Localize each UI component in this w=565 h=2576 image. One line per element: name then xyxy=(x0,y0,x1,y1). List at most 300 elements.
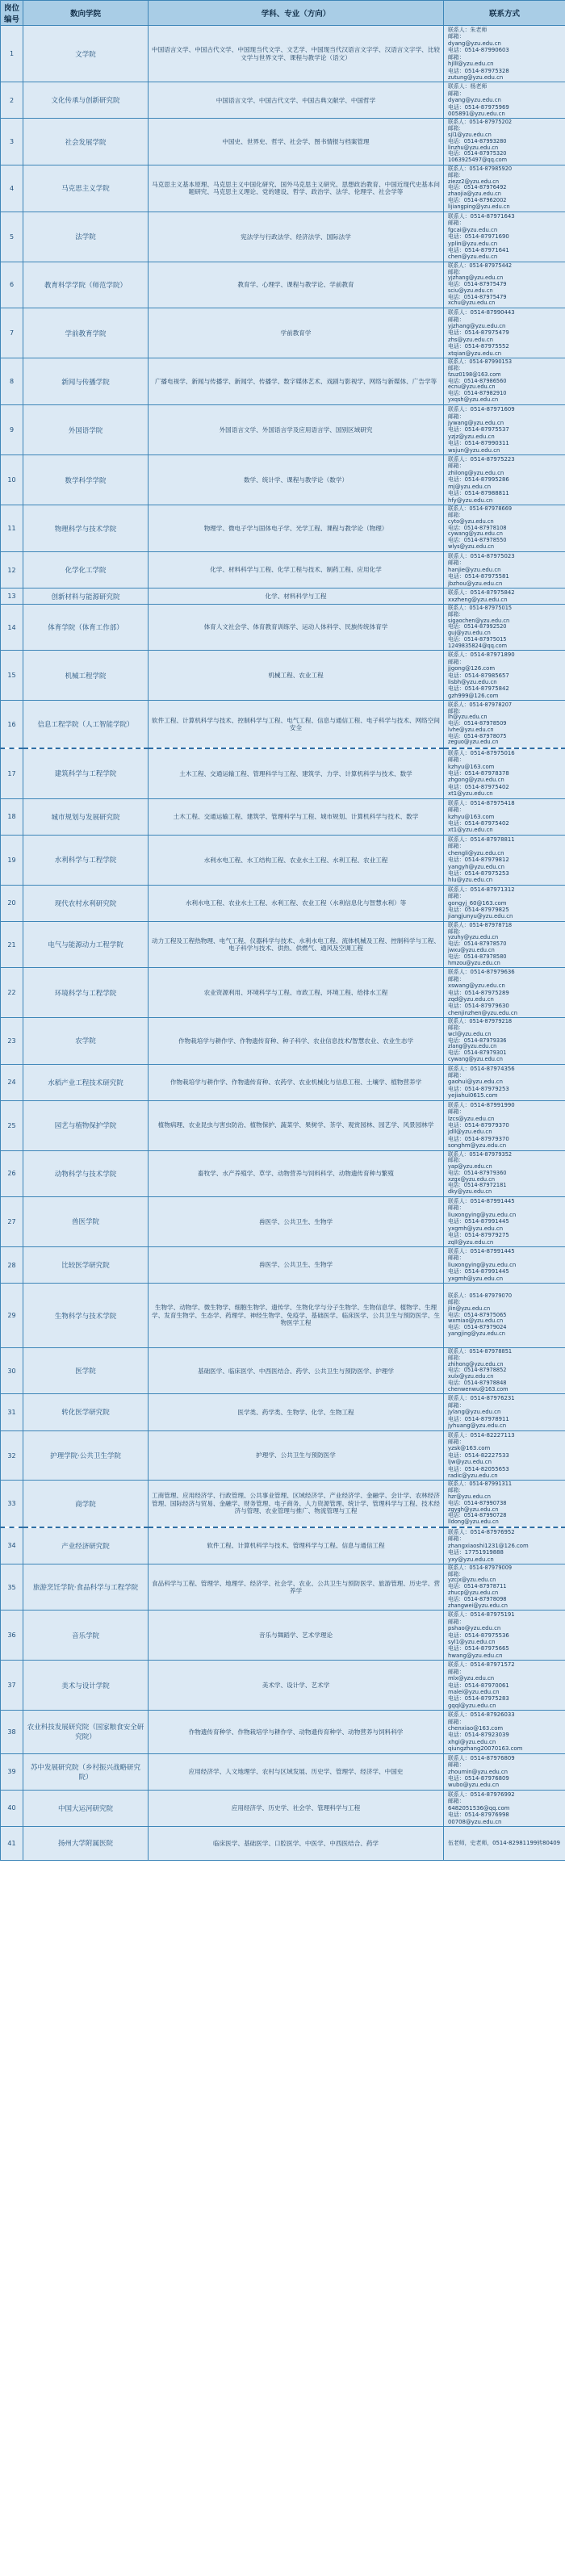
email-link[interactable]: yjzhang@yzu.edu.cn xyxy=(448,274,504,282)
email-link[interactable]: yjzhang@yzu.edu.cn xyxy=(448,323,506,329)
email-link[interactable]: kzhyu@163.com xyxy=(448,763,495,770)
subjects-cell: 作物栽培学与耕作学、作物遗传育种、农药学、农业机械化与信息工程、土壤学、植物营养学 xyxy=(149,1064,444,1100)
row-number: 19 xyxy=(1,835,23,885)
email-link[interactable]: yzcjx@yzu.edu.cn xyxy=(448,1577,496,1584)
email-link[interactable]: dky@yzu.edu.cn xyxy=(448,1188,492,1196)
email-link[interactable]: chenwenwu@163.com xyxy=(448,1385,508,1393)
table-row xyxy=(1,212,565,262)
college-name: 水稻产业工程技术研究院 xyxy=(23,1064,149,1100)
row-number: 18 xyxy=(1,798,23,835)
email-link[interactable]: cyto@yzu.edu.cn xyxy=(448,517,494,525)
contact-line: 联系人：0514-87978207 xyxy=(448,701,513,708)
row-number: 39 xyxy=(1,1753,23,1790)
row-number: 2 xyxy=(1,82,23,119)
subjects-cell: 畜牧学、水产养殖学、草学、动物营养与饲料科学、动物遗传育种与繁殖 xyxy=(149,1150,444,1196)
email-link[interactable]: cywang@yzu.edu.cn xyxy=(448,530,503,538)
contact-line: 电话：0514-87979253 xyxy=(448,1085,509,1092)
college-name: 电气与能源动力工程学院 xyxy=(23,921,149,967)
contact-line: 联系人：0514-87978811 xyxy=(448,836,515,843)
contact-line: 电话：0514-87975581 xyxy=(448,573,509,580)
table-row xyxy=(1,1064,565,1100)
contact-cell xyxy=(444,1711,565,1754)
college-name: 转化医学研究院 xyxy=(23,1394,149,1430)
contact-line: 电话：0514-87978378 xyxy=(448,770,509,777)
subjects-cell: 马克思主义基本原理、马克思主义中国化研究、国外马克思主义研究、思想政治教育、中国近现代史基本问题研究、马克思主义理论、党的建设、哲学、政治学、法学、伦理学、社会学等 xyxy=(149,165,444,212)
email-link[interactable]: zhihong@yzu.edu.cn xyxy=(448,1360,504,1368)
email-link[interactable]: xt1@yzu.edu.cn xyxy=(448,827,493,834)
email-link[interactable]: sigaochen@yzu.edu.cn xyxy=(448,617,510,624)
contact-cell xyxy=(444,1100,565,1150)
email-link[interactable]: gqql@yzu.edu.cn xyxy=(448,1702,496,1709)
email-link[interactable]: yxgmh@yzu.edu.cn xyxy=(448,1225,504,1232)
subjects-cell: 基础医学、临床医学、中西医结合、药学、公共卫生与预防医学、护理学 xyxy=(149,1348,444,1394)
contact-line: 联系人：0514-87975202 xyxy=(448,119,513,126)
email-link[interactable]: jywang@yzu.edu.cn xyxy=(448,419,504,426)
table-row xyxy=(1,1394,565,1430)
email-link[interactable]: hanjie@yzu.edu.cn xyxy=(448,566,501,573)
contact-cell xyxy=(444,1284,565,1348)
contact-line: 电话：0514-82227533 xyxy=(448,1451,509,1459)
row-number: 13 xyxy=(1,589,23,605)
email-link[interactable]: dyang@yzu.edu.cn xyxy=(448,97,501,104)
contact-line: 电话：0514-87978570 xyxy=(448,940,507,948)
email-link[interactable]: yzsk@163.com xyxy=(448,1445,491,1452)
email-link[interactable]: sjl1@yzu.edu.cn xyxy=(448,132,492,139)
email-link[interactable]: xt1@yzu.edu.cn xyxy=(448,790,493,798)
email-link[interactable]: jbzhou@yzu.edu.cn xyxy=(448,580,503,587)
row-number: 25 xyxy=(1,1100,23,1150)
email-link[interactable]: hjlll@yzu.edu.cn xyxy=(448,61,494,68)
email-link[interactable]: 1063925497@qq.com xyxy=(448,157,508,164)
contact-cell xyxy=(444,1150,565,1196)
contact-cell xyxy=(444,835,565,885)
email-link[interactable]: lzcs@yzu.edu.cn xyxy=(448,1115,495,1122)
contact-cell xyxy=(444,1527,565,1564)
college-name: 美术与设计学院 xyxy=(23,1661,149,1711)
contact-line: 联系人：0514-87976992 xyxy=(448,1791,515,1798)
row-number: 15 xyxy=(1,651,23,701)
row-number: 30 xyxy=(1,1348,23,1394)
contact-line: 邮箱： xyxy=(448,90,465,97)
row-number: 23 xyxy=(1,1018,23,1064)
row-number: 1 xyxy=(1,26,23,82)
email-link[interactable]: hwang@yzu.edu.cn xyxy=(448,1652,503,1659)
email-link[interactable]: mj@yzu.edu.cn xyxy=(448,483,492,490)
email-link[interactable]: yxy@yzu.edu.cn xyxy=(448,1556,494,1563)
contact-line: 联系人：0514-87991311 xyxy=(448,1481,513,1488)
email-link[interactable]: zhangxiaoshi1231@126.com xyxy=(448,1542,529,1549)
contact-cell xyxy=(444,308,565,358)
email-link[interactable]: syl1@yzu.edu.cn xyxy=(448,1639,496,1645)
email-link[interactable]: liuxongying@yzu.edu.cn xyxy=(448,1211,517,1218)
table-row xyxy=(1,1150,565,1196)
college-name: 生物科学与技术学院 xyxy=(23,1284,149,1348)
contact-cell xyxy=(444,589,565,605)
email-link[interactable]: xhgi@yzu.edu.cn xyxy=(448,1738,496,1745)
email-link[interactable]: zgygh@yzu.edu.cn xyxy=(448,1506,499,1513)
email-link[interactable]: songhm@yzu.edu.cn xyxy=(448,1142,507,1150)
email-link[interactable]: hmzou@yzu.edu.cn xyxy=(448,959,500,966)
email-link[interactable]: zhangwei@yzu.edu.cn xyxy=(448,1602,508,1609)
contact-line: 联系人：0514-87978718 xyxy=(448,921,513,928)
contact-line: 电话：0514-87970061 xyxy=(448,1682,509,1689)
contact-line: 邮箱： xyxy=(448,610,464,618)
row-number: 4 xyxy=(1,165,23,212)
email-link[interactable]: chenxiao@163.com xyxy=(448,1725,504,1732)
email-link[interactable]: lvhe@yzu.edu.cn xyxy=(448,726,494,733)
contact-line: 邮箱： xyxy=(448,1761,465,1769)
email-link[interactable]: wxmiao@yzu.edu.cn xyxy=(448,1317,504,1325)
contact-line: 电话：0514-87979336 xyxy=(448,1037,507,1044)
contact-cell xyxy=(444,921,565,967)
college-name: 新闻与传播学院 xyxy=(23,358,149,405)
email-link[interactable]: jyhuang@yzu.edu.cn xyxy=(448,1422,507,1430)
email-link[interactable]: fzuz0198@163.com xyxy=(448,371,501,378)
email-link[interactable]: jjgong@126.com xyxy=(448,665,496,672)
contact-line: 邮箱： xyxy=(448,413,465,420)
email-link[interactable]: yangjing@yzu.edu.cn xyxy=(448,1330,505,1337)
subjects-cell: 应用经济学、历史学、社会学、管理科学与工程 xyxy=(149,1790,444,1826)
row-number: 32 xyxy=(1,1430,23,1481)
email-link[interactable]: fgcai@yzu.edu.cn xyxy=(448,226,498,233)
contact-line: 电话：0514-87978509 xyxy=(448,720,507,727)
email-link[interactable]: liuxongying@yzu.edu.cn xyxy=(448,1261,517,1268)
email-link[interactable]: jdll@yzu.edu.cn xyxy=(448,1129,492,1136)
email-link[interactable]: radic@yzu.edu.cn xyxy=(448,1472,498,1480)
row-number: 10 xyxy=(1,455,23,505)
contact-line: 邮箱： xyxy=(448,365,464,372)
email-link[interactable]: 005891@yzu.edu.cn xyxy=(448,111,505,118)
table-row xyxy=(1,26,565,82)
email-link[interactable]: zhaojia@yzu.edu.cn xyxy=(448,191,501,198)
row-number: 37 xyxy=(1,1661,23,1711)
contact-cell xyxy=(444,26,565,82)
contact-line: 电话：0514-87978711 xyxy=(448,1583,507,1590)
contact-cell xyxy=(444,968,565,1018)
contact-line: 邮箱： xyxy=(448,463,465,470)
email-link[interactable]: ziezz2@yzu.edu.cn xyxy=(448,178,500,185)
email-link[interactable]: jwxu@yzu.edu.cn xyxy=(448,946,495,953)
email-link[interactable]: sciu@yzu.edu.cn xyxy=(448,287,493,294)
email-link[interactable]: zutung@yzu.edu.cn xyxy=(448,73,504,81)
row-number: 17 xyxy=(1,748,23,798)
subjects-cell: 土木工程、交通运输工程、建筑学、管理科学与工程、城市规划、计算机科学与技术、数学 xyxy=(149,798,444,835)
header-num: 岗位编号 xyxy=(1,1,23,26)
row-number: 6 xyxy=(1,262,23,308)
email-link[interactable]: lh@yzu.edu.cn xyxy=(448,714,488,721)
contact-cell xyxy=(444,1826,565,1860)
contact-line: 电话：0514-87975479 xyxy=(448,293,507,300)
contact-line: 电话：0514-87979812 xyxy=(448,857,509,864)
email-link[interactable]: xulx@yzu.edu.cn xyxy=(448,1373,494,1380)
contact-cell xyxy=(444,1246,565,1283)
contact-line: 邮箱： xyxy=(448,1254,465,1262)
table-row xyxy=(1,1100,565,1150)
contact-cell xyxy=(444,1753,565,1790)
contact-line: 电话：0514-87979630 xyxy=(448,1003,509,1010)
contact-line: 联系人：0514-87975191 xyxy=(448,1611,515,1619)
college-name: 比较医学研究院 xyxy=(23,1246,149,1283)
contact-line: 电话：0514-87978852 xyxy=(448,1367,507,1374)
email-link[interactable]: lijiangping@yzu.edu.cn xyxy=(448,203,510,210)
row-number: 16 xyxy=(1,701,23,748)
contact-line: 电话：0514-87975283 xyxy=(448,1695,509,1703)
college-name: 学前教育学院 xyxy=(23,308,149,358)
contact-line: 电话：0514-87979360 xyxy=(448,1169,507,1176)
college-name: 物理科学与技术学院 xyxy=(23,505,149,552)
email-link[interactable]: zlang@yzu.edu.cn xyxy=(448,1043,497,1050)
email-link[interactable]: zhoumin@yzu.edu.cn xyxy=(448,1768,508,1775)
subjects-cell: 软件工程、计算机科学与技术、管理科学与工程、信息与通信工程 xyxy=(149,1527,444,1564)
contact-line: 邮箱： xyxy=(448,893,465,900)
table-row xyxy=(1,82,565,119)
email-link[interactable]: xtqian@yzu.edu.cn xyxy=(448,350,502,357)
email-link[interactable]: jiangjunyu@yzu.edu.cn xyxy=(448,913,513,920)
email-link[interactable]: gaohui@yzu.edu.cn xyxy=(448,1079,503,1086)
email-link[interactable]: xxzheng@yzu.edu.cn xyxy=(448,596,508,603)
email-link[interactable]: mlx@yzu.edu.cn xyxy=(448,1675,495,1682)
contact-line: 邮箱： xyxy=(448,756,465,764)
contact-cell xyxy=(444,165,565,212)
college-name: 社会发展学院 xyxy=(23,119,149,165)
contact-cell xyxy=(444,1564,565,1610)
row-number: 40 xyxy=(1,1790,23,1826)
email-link[interactable]: wubo@yzu.edu.cn xyxy=(448,1782,500,1789)
email-link[interactable]: zeguo@yzu.edu.cn xyxy=(448,739,499,746)
contact-cell xyxy=(444,1018,565,1064)
contact-line: 邮箱： xyxy=(448,1108,465,1116)
contact-line: 联系人：0514-87990443 xyxy=(448,309,515,316)
row-number: 11 xyxy=(1,505,23,552)
row-number: 33 xyxy=(1,1481,23,1527)
subjects-cell: 体育人文社会学、体育教育训练学、运动人体科学、民族传统体育学 xyxy=(149,604,444,650)
contact-line: 电话：0514-87978098 xyxy=(448,1595,507,1602)
college-name: 体育学院（体育工作部） xyxy=(23,604,149,650)
header-contact: 联系方式 xyxy=(444,1,565,26)
email-link[interactable]: zhucp@yzu.edu.cn xyxy=(448,1590,499,1597)
contact-line: 电话：0514-87975969 xyxy=(448,103,509,111)
email-link[interactable]: hfy@yzu.edu.cn xyxy=(448,496,493,504)
email-link[interactable]: wcl@yzu.edu.cn xyxy=(448,1030,492,1037)
contact-line: 邮箱： xyxy=(448,1535,465,1543)
contact-line: 联系人：0514-87979070 xyxy=(448,1292,513,1300)
contact-line: 邮箱： xyxy=(448,1072,465,1079)
email-link[interactable]: 6482051536@qq.com xyxy=(448,1804,510,1812)
contact-line: 电话：0514-87979370 xyxy=(448,1121,509,1129)
contact-line: 邮箱： xyxy=(448,1204,465,1212)
table-row xyxy=(1,552,565,589)
email-link[interactable]: zhs@yzu.edu.cn xyxy=(448,336,494,343)
subjects-cell: 护理学、公共卫生与预防医学 xyxy=(149,1430,444,1481)
contact-line: 邮箱： xyxy=(448,806,465,814)
table-row xyxy=(1,651,565,701)
email-link[interactable]: lisbh@yzu.edu.cn xyxy=(448,679,497,686)
subjects-cell: 学前教育学 xyxy=(149,308,444,358)
contact-cell xyxy=(444,1611,565,1661)
email-link[interactable]: yap@yzu.edu.cn xyxy=(448,1163,492,1171)
subjects-cell: 教育学、心理学、课程与教学论、学前教育 xyxy=(149,262,444,308)
subjects-cell: 医学类、药学类、生物学、化学、生物工程 xyxy=(149,1394,444,1430)
table-row xyxy=(1,968,565,1018)
subjects-cell: 兽医学、公共卫生、生物学 xyxy=(149,1246,444,1283)
contact-line: 联系人：0514-87991990 xyxy=(448,1101,515,1108)
contact-cell xyxy=(444,262,565,308)
contact-line: 邮箱： xyxy=(448,1157,464,1164)
email-link[interactable]: yplin@yzu.edu.cn xyxy=(448,240,498,247)
email-link[interactable]: hzr@yzu.edu.cn xyxy=(448,1493,491,1501)
email-link[interactable]: chen@yzu.edu.cn xyxy=(448,253,498,261)
college-name: 园艺与植物保护学院 xyxy=(23,1100,149,1150)
email-link[interactable]: xchu@yzu.edu.cn xyxy=(448,299,496,307)
contact-line: 联系人：0514-87975223 xyxy=(448,456,515,463)
subjects-cell: 水利水电工程、水工结构工程、农业水土工程、水利工程、农业工程 xyxy=(149,835,444,885)
header-row xyxy=(1,1,565,26)
contact-line: 联系人：0514-82227113 xyxy=(448,1431,515,1439)
email-link[interactable]: lldong@yzu.edu.cn xyxy=(448,1518,499,1526)
email-link[interactable]: zhgong@yzu.edu.cn xyxy=(448,777,504,784)
subjects-cell: 宪法学与行政法学、经济法学、国际法学 xyxy=(149,212,444,262)
contact-line: 电话：0514-87975665 xyxy=(448,1645,509,1652)
email-link[interactable]: linzhu@yzu.edu.cn xyxy=(448,144,499,151)
email-link[interactable]: xzgx@yzu.edu.cn xyxy=(448,1175,496,1183)
email-link[interactable]: cywang@yzu.edu.cn xyxy=(448,1055,503,1062)
row-number: 41 xyxy=(1,1826,23,1860)
contact-cell xyxy=(444,748,565,798)
email-link[interactable]: zqd@yzu.edu.cn xyxy=(448,995,494,1003)
contact-line: 邮箱： xyxy=(448,928,464,935)
contact-line: 邮箱： xyxy=(448,53,465,61)
email-link[interactable]: gzh999@126.com xyxy=(448,692,499,699)
email-link[interactable]: kzhyu@163.com xyxy=(448,813,495,820)
contact-line: 电话：0514-87982910 xyxy=(448,390,507,397)
table-row xyxy=(1,1661,565,1711)
row-number: 5 xyxy=(1,212,23,262)
email-link[interactable]: zqll@yzu.edu.cn xyxy=(448,1238,494,1246)
subjects-cell: 工商管理、应用经济学、行政管理、公共事业管理、区域经济学、产业经济学、金融学、会计学、农林经济管理、国际经济与贸易、金融学、财务管理、电子商务、人力资源管理、统计学、管理科学与工程、技术经济与管理、农业管理与推广、物流管理与工程 xyxy=(149,1481,444,1527)
contact-line: 邮箱： xyxy=(448,658,465,665)
contact-line: 电话：0514-87972181 xyxy=(448,1182,507,1189)
row-number: 36 xyxy=(1,1611,23,1661)
contact-line: 联系人：0514-87978669 xyxy=(448,505,513,513)
contact-line: 电话：0514-87962002 xyxy=(448,196,507,203)
table-row xyxy=(1,1711,565,1754)
table-row xyxy=(1,798,565,835)
college-name: 教育科学学院（师范学院） xyxy=(23,262,149,308)
email-link[interactable]: yzjz@yzu.edu.cn xyxy=(448,433,495,440)
college-name: 商学院 xyxy=(23,1481,149,1527)
row-number: 9 xyxy=(1,405,23,455)
table-row xyxy=(1,1197,565,1247)
email-link[interactable]: ljw@yzu.edu.cn xyxy=(448,1459,492,1466)
email-link[interactable]: jylang@yzu.edu.cn xyxy=(448,1409,501,1416)
table-row xyxy=(1,1527,565,1564)
email-link[interactable]: 00708@yzu.edu.cn xyxy=(448,1818,502,1825)
subjects-cell: 农业资源利用、环境科学与工程、市政工程、环境工程、给排水工程 xyxy=(149,968,444,1018)
table-row xyxy=(1,1284,565,1348)
contact-cell xyxy=(444,1790,565,1826)
contact-cell xyxy=(444,358,565,405)
email-link[interactable]: ecnu@yzu.edu.cn xyxy=(448,383,496,391)
contact-line: 邮箱： xyxy=(448,1570,464,1577)
contact-line: 电话：0514-87979275 xyxy=(448,1232,509,1239)
email-link[interactable]: malei@yzu.edu.cn xyxy=(448,1688,500,1695)
email-link[interactable]: jlin@yzu.edu.cn xyxy=(448,1305,491,1312)
contact-cell xyxy=(444,212,565,262)
subjects-cell: 广播电视学、新闻与传播学、新闻学、传播学、数字媒体艺术、戏剧与影视学、网络与新媒体、广告学等 xyxy=(149,358,444,405)
email-link[interactable]: dyang@yzu.edu.cn xyxy=(448,40,501,47)
email-link[interactable]: xswang@yzu.edu.cn xyxy=(448,982,505,990)
contact-line: 邮箱： xyxy=(448,1299,464,1306)
table-row xyxy=(1,119,565,165)
contact-line: 电话：0514-87975328 xyxy=(448,67,509,74)
college-name: 中国大运河研究院 xyxy=(23,1790,149,1826)
email-link[interactable]: chengli@yzu.edu.cn xyxy=(448,849,504,857)
row-number: 27 xyxy=(1,1197,23,1247)
contact-line: 电话：0514-87986560 xyxy=(448,377,507,384)
contact-line: 联系人：0514-87976231 xyxy=(448,1395,515,1402)
contact-line: 联系人：0514-87979636 xyxy=(448,969,515,976)
contact-cell xyxy=(444,505,565,552)
contact-cell xyxy=(444,1197,565,1247)
contact-line: 电话：0514-87975536 xyxy=(448,1631,509,1639)
row-number: 12 xyxy=(1,552,23,589)
subjects-cell: 植物病理、农业昆虫与害虫防治、植物保护、蔬菜学、果树学、茶学、观赏园林、园艺学、风景园林学 xyxy=(149,1100,444,1150)
contact-cell xyxy=(444,1064,565,1100)
subjects-cell: 物理学、微电子学与固体电子学、光学工程、课程与教学论（物理） xyxy=(149,505,444,552)
email-link[interactable]: chenjinzhen@yzu.edu.cn xyxy=(448,1009,518,1016)
contact-cell xyxy=(444,604,565,650)
table-row xyxy=(1,1430,565,1481)
contact-line: 电话：0514-87991445 xyxy=(448,1218,509,1225)
email-link[interactable]: wlys@yzu.edu.cn xyxy=(448,542,495,550)
email-link[interactable]: yangyh@yzu.edu.cn xyxy=(448,863,504,870)
college-name: 机械工程学院 xyxy=(23,651,149,701)
subjects-cell: 动力工程及工程热物理、电气工程、仪器科学与技术、水利水电工程、流体机械及工程、控制科学与工程、电子科学与技术、供热、供燃气、通风及空调工程 xyxy=(149,921,444,967)
contact-line: 电话：0514-87975402 xyxy=(448,820,509,827)
contact-line: 邮箱： xyxy=(448,33,465,40)
contact-line: 联系人：0514-87979352 xyxy=(448,1150,513,1158)
email-link[interactable]: wsjun@yzu.edu.cn xyxy=(448,446,500,454)
contact-line: 邮箱： xyxy=(448,1718,465,1725)
email-link[interactable]: hlu@yzu.edu.cn xyxy=(448,877,493,884)
contact-line: 电话：0514-87975537 xyxy=(448,426,509,434)
contact-line: 电话：0514-87978848 xyxy=(448,1379,507,1386)
row-number: 21 xyxy=(1,921,23,967)
email-link[interactable]: 1249835824@qq.com xyxy=(448,642,508,649)
college-name: 旅游烹饪学院·食品科学与工程学院 xyxy=(23,1564,149,1610)
contact-line: 联系人：0514-87978851 xyxy=(448,1348,513,1355)
email-link[interactable]: guj@yzu.edu.cn xyxy=(448,630,491,637)
email-link[interactable]: yxgmh@yzu.edu.cn xyxy=(448,1275,504,1282)
contact-line: 联系人：0514-87975842 xyxy=(448,589,515,597)
subjects-cell: 水利水电工程、农业水土工程、水利工程、农业工程（水利信息化与智慧水利）等 xyxy=(149,885,444,921)
email-link[interactable]: yzuhy@yzu.edu.cn xyxy=(448,934,499,941)
contact-line: 邮箱： xyxy=(448,1798,465,1805)
college-name: 信息工程学院（人工智能学院） xyxy=(23,701,149,748)
contact-line: 联系人：0514-87979218 xyxy=(448,1018,513,1025)
table-row xyxy=(1,262,565,308)
contact-cell xyxy=(444,651,565,701)
college-name: 马克思主义学院 xyxy=(23,165,149,212)
contact-line: 邮箱： xyxy=(448,1668,465,1675)
college-name: 动物科学与技术学院 xyxy=(23,1150,149,1196)
email-link[interactable]: pshao@yzu.edu.cn xyxy=(448,1625,501,1632)
email-link[interactable]: zhilong@yzu.edu.cn xyxy=(448,469,504,476)
college-name: 数学科学学院 xyxy=(23,455,149,505)
contact-line: 邮箱： xyxy=(448,125,464,132)
email-link[interactable]: yxqsh@yzu.edu.cn xyxy=(448,396,499,404)
email-link[interactable]: gongyj_60@163.com xyxy=(448,899,507,907)
